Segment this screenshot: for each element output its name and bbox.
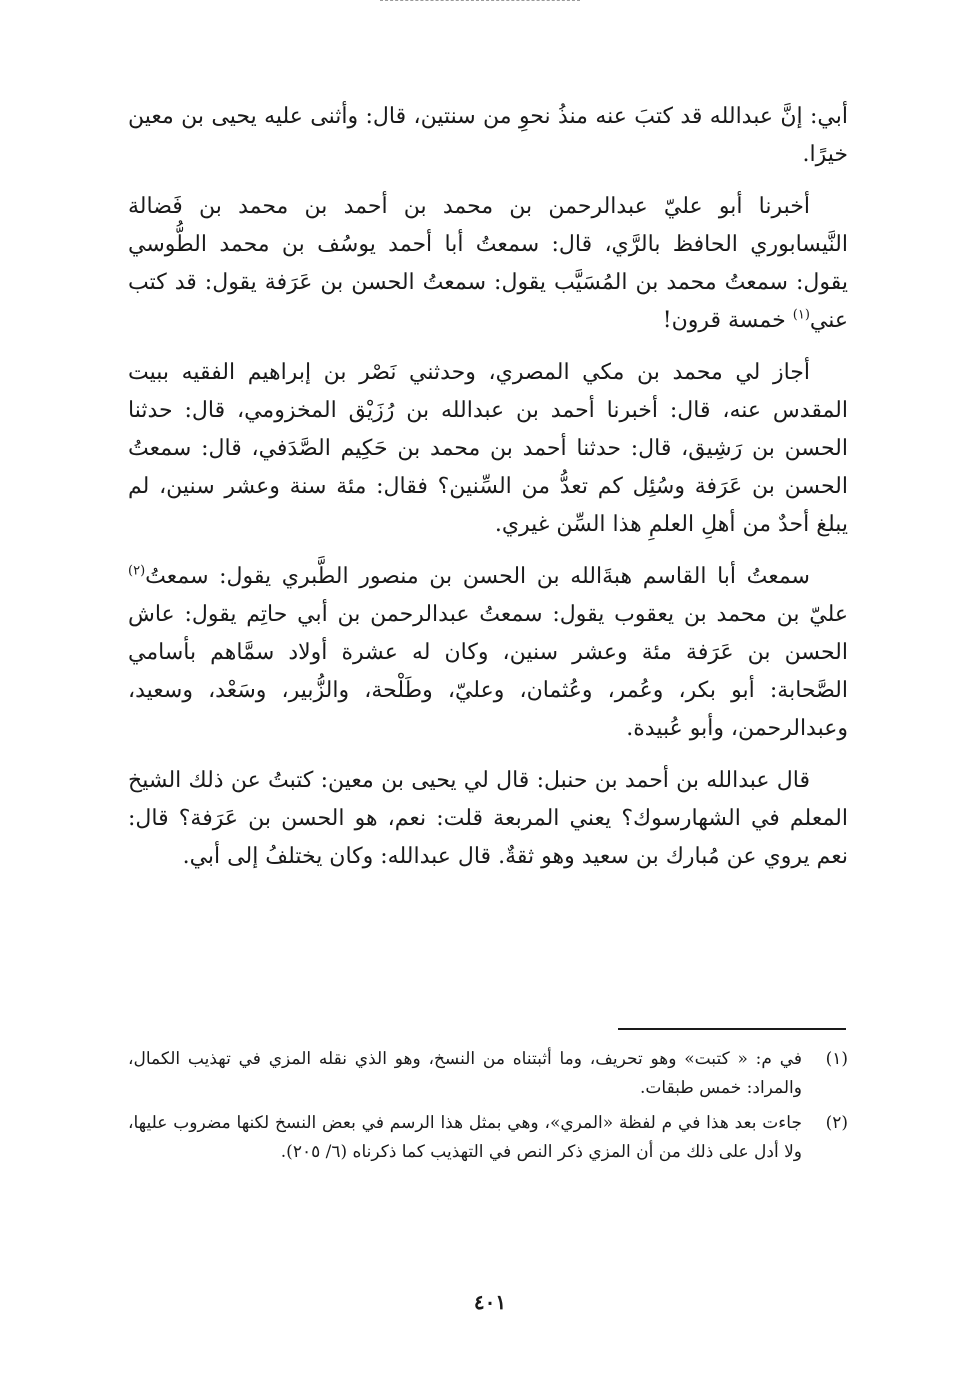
footnote-ref-1: (١) <box>792 307 810 323</box>
paragraph-2 <box>128 188 848 340</box>
paragraph-2-end: خمسة قرون! <box>662 308 793 333</box>
footnote-number: (١) <box>825 1049 848 1069</box>
footnotes <box>128 1045 848 1173</box>
scan-artifact <box>380 0 580 5</box>
footnote-2 <box>128 1109 848 1167</box>
footnote-text: جاءت بعد هذا في م لفظة «المري»، وهي بمثل هذا الرسم في بعض النسخ لكنها مضروب عليها، ولا أدل على ذلك من أن المزي ذكر النص في التهذيب كما ذكرناه (٦/ ٢٠٥). <box>128 1113 802 1162</box>
paragraph-5: قال عبدالله بن أحمد بن حنبل: قال لي يحيى بن معين: كتبتُ عن ذلك الشيخ المعلم في الشهارسوك؟ يعني المربعة قلت: نعم، هو الحسن بن عَرَفة؟ قال: نعم يروي عن مُبارك بن سعيد وهو ثقةٌ. قال عبدالله: وكان يختلفُ إلى أبي. <box>128 768 848 869</box>
paragraph-4 <box>128 558 848 748</box>
paragraph-2-text: أخبرنا أبو عليّ عبدالرحمن بن محمد بن أحمد بن محمد بن فَضالة النَّيسابوري الحافظ بالرَّي، قال: سمعتُ أبا أحمد يوسُف بن محمد الطُّوسي يقول: سمعتُ محمد بن المُسَيَّب يقول: سمعتُ الحسن بن عَرَفة يقول: قد كتب عني <box>128 194 848 333</box>
paragraph-3: أجاز لي محمد بن مكي المصري، وحدثني نَصْر بن إبراهيم الفقيه ببيت المقدس عنه، قال: أخبرنا أحمد بن عبدالله بن رُزَيْق المخزومي، قال: حدثنا الحسن بن رَشِيق، قال: حدثنا أحمد بن محمد بن حَكِيم الصَّدَفي، قال: سمعتُ الحسن بن عَرَفة وسُئِل كم تعدُّ من السِّنين؟ فقال: مئة سنة وعشر سنين، لم يبلغ أحدٌ من أهلِ العلمِ هذا السِّن غيري. <box>128 360 848 537</box>
footnote-1 <box>128 1045 848 1103</box>
footnote-divider <box>618 1028 846 1030</box>
paragraph-1: أبي: إنَّ عبدالله قد كتبَ عنه منذُ نحوِ من سنتين، قال: وأثنى عليه يحيى بن معين خيرًا. <box>128 104 848 167</box>
paragraph-4-end: عليّ بن محمد بن يعقوب يقول: سمعتُ عبدالرحمن بن أبي حاتِم يقول: عاش الحسن بن عَرَفة مئة وعشر سنين، وكان له عشرة أولاد سمَّاهم بأسامي الصَّحابة: أبو بكر، وعُمر، وعُثمان، وعليّ، وطَلْحة، والزُّبير، وسَعْد، وسعيد، وعبدالرحمن، وأبو عُبيدة. <box>128 602 848 741</box>
page-number: ٤٠١ <box>473 1290 507 1314</box>
footnote-number: (٢) <box>825 1113 848 1133</box>
paragraph-4-text: سمعتُ أبا القاسم هبةَالله بن الحسن بن منصور الطَّبري يقول: سمعتُ <box>145 564 810 589</box>
main-text <box>128 98 848 890</box>
footnote-text: في م: « كتبت» وهو تحريف، وما أثبتناه من النسخ، وهو الذي نقله المزي في تهذيب الكمال، والمراد: خمس طبقات. <box>128 1049 802 1098</box>
footnote-ref-2: (٢) <box>128 563 146 579</box>
